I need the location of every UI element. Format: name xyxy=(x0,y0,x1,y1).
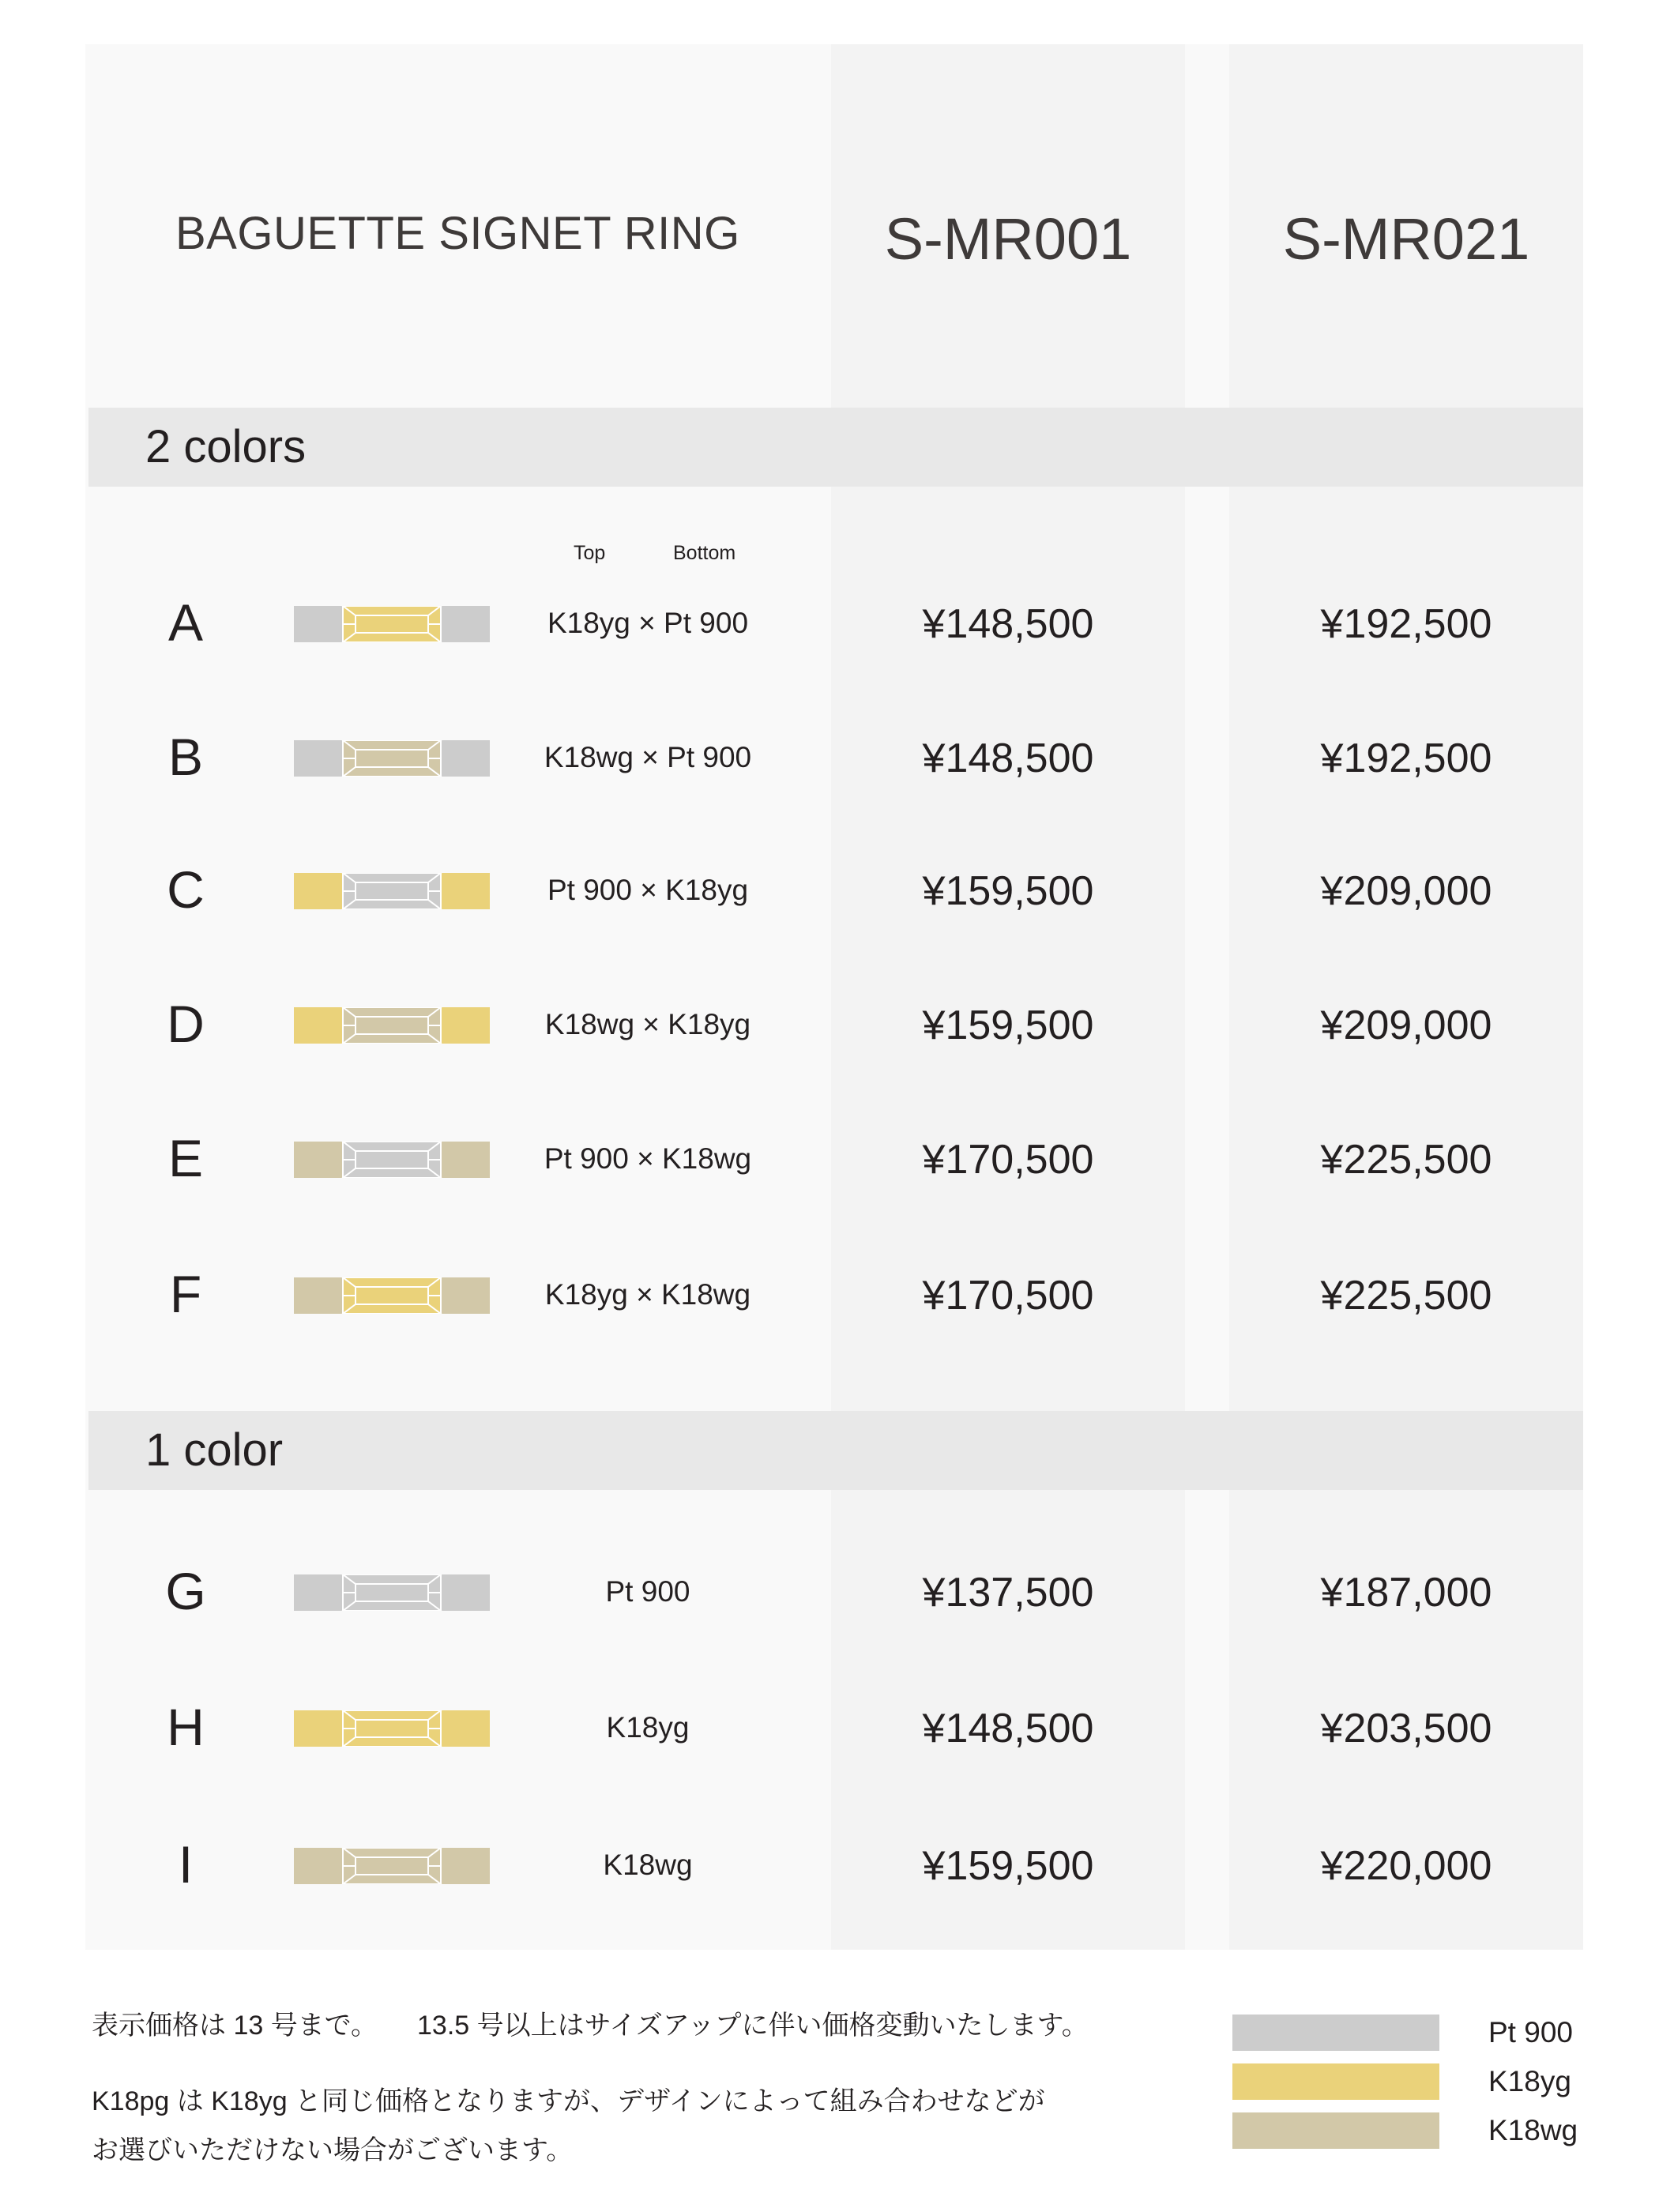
row-letter: B xyxy=(167,728,204,786)
section-title-2-colors: 2 colors xyxy=(145,421,307,472)
ring-center-stone xyxy=(343,740,441,777)
price-s-mr001: ¥159,500 xyxy=(922,1843,1094,1889)
metal-combination: Pt 900 xyxy=(605,1575,690,1608)
metal-combination: K18wg × Pt 900 xyxy=(544,741,752,773)
price-s-mr021: ¥225,500 xyxy=(1320,1273,1492,1319)
section-band-1-color xyxy=(88,1411,1583,1490)
ring-center-stone xyxy=(343,1848,441,1884)
metal-combination: K18wg xyxy=(603,1849,693,1881)
column-bg-s-mr001 xyxy=(831,44,1185,1950)
metal-combination: K18yg xyxy=(606,1711,690,1744)
note-size-up: 13.5 号以上はサイズアップに伴い価格変動いたします。 xyxy=(417,2011,1089,2041)
legend-label-k18wg: K18wg xyxy=(1488,2114,1578,2146)
note-k18pg-cont: お選びいただけない場合がございます。 xyxy=(92,2135,574,2165)
row-letter: D xyxy=(167,995,205,1053)
price-s-mr021: ¥192,500 xyxy=(1320,601,1492,647)
section-title-1-color: 1 color xyxy=(145,1424,284,1476)
row-letter: I xyxy=(178,1835,194,1894)
top-label: Top xyxy=(574,542,606,564)
legend-swatch-pt900 xyxy=(1232,2014,1439,2051)
row-letter: E xyxy=(167,1129,204,1187)
row-letter: A xyxy=(167,593,204,652)
note-size-limit: 表示価格は 13 号まで。 xyxy=(92,2011,378,2041)
price-s-mr021: ¥209,000 xyxy=(1320,868,1492,914)
legend-swatch-k18wg xyxy=(1232,2112,1439,2149)
ring-icon xyxy=(294,740,490,777)
price-s-mr021: ¥203,500 xyxy=(1320,1706,1492,1751)
product-title: BAGUETTE SIGNET RING xyxy=(175,208,740,259)
price-s-mr021: ¥209,000 xyxy=(1320,1003,1492,1048)
note-k18pg: K18pg は K18yg と同じ価格となりますが、デザインによって組み合わせなどが xyxy=(92,2086,1045,2116)
ring-icon xyxy=(294,1007,490,1044)
ring-icon xyxy=(294,1848,490,1884)
price-s-mr021: ¥192,500 xyxy=(1320,735,1492,781)
ring-icon xyxy=(294,1142,490,1178)
price-s-mr021: ¥187,000 xyxy=(1320,1570,1492,1616)
price-s-mr001: ¥148,500 xyxy=(922,601,1094,647)
price-s-mr001: ¥148,500 xyxy=(922,735,1094,781)
row-letter: H xyxy=(167,1698,205,1756)
metal-combination: K18yg × Pt 900 xyxy=(547,607,749,639)
column-bg-s-mr021 xyxy=(1229,44,1583,1950)
price-s-mr001: ¥137,500 xyxy=(922,1570,1094,1616)
metal-combination: K18wg × K18yg xyxy=(544,1008,751,1040)
metal-combination: K18yg × K18wg xyxy=(544,1278,751,1311)
price-s-mr001: ¥148,500 xyxy=(922,1706,1094,1751)
ring-icon xyxy=(294,1277,490,1314)
row-letter: C xyxy=(167,860,205,919)
metal-combination: Pt 900 × K18yg xyxy=(547,874,749,906)
row-letter: F xyxy=(169,1265,202,1323)
ring-center-stone xyxy=(343,1277,441,1314)
legend-swatch-k18yg xyxy=(1232,2063,1439,2100)
price-s-mr001: ¥170,500 xyxy=(922,1137,1094,1183)
ring-center-stone xyxy=(343,606,441,642)
price-s-mr001: ¥159,500 xyxy=(922,868,1094,914)
ring-center-stone xyxy=(343,1142,441,1178)
section-band-2-colors xyxy=(88,408,1583,487)
price-s-mr001: ¥159,500 xyxy=(922,1003,1094,1048)
legend-label-pt900: Pt 900 xyxy=(1488,2016,1573,2048)
price-s-mr021: ¥220,000 xyxy=(1320,1843,1492,1889)
ring-icon xyxy=(294,1574,490,1611)
model-name-s-mr001: S-MR001 xyxy=(884,206,1132,272)
ring-center-stone xyxy=(343,1007,441,1044)
legend-label-k18yg: K18yg xyxy=(1488,2065,1571,2097)
ring-icon xyxy=(294,873,490,909)
model-name-s-mr021: S-MR021 xyxy=(1282,206,1530,272)
ring-center-stone xyxy=(343,1574,441,1611)
bottom-label: Bottom xyxy=(673,542,736,564)
ring-icon xyxy=(294,606,490,642)
price-s-mr021: ¥225,500 xyxy=(1320,1137,1492,1183)
ring-center-stone xyxy=(343,1710,441,1747)
ring-center-stone xyxy=(343,873,441,909)
price-s-mr001: ¥170,500 xyxy=(922,1273,1094,1319)
metal-combination: Pt 900 × K18wg xyxy=(544,1142,752,1175)
ring-icon xyxy=(294,1710,490,1747)
row-letter: G xyxy=(165,1562,206,1620)
